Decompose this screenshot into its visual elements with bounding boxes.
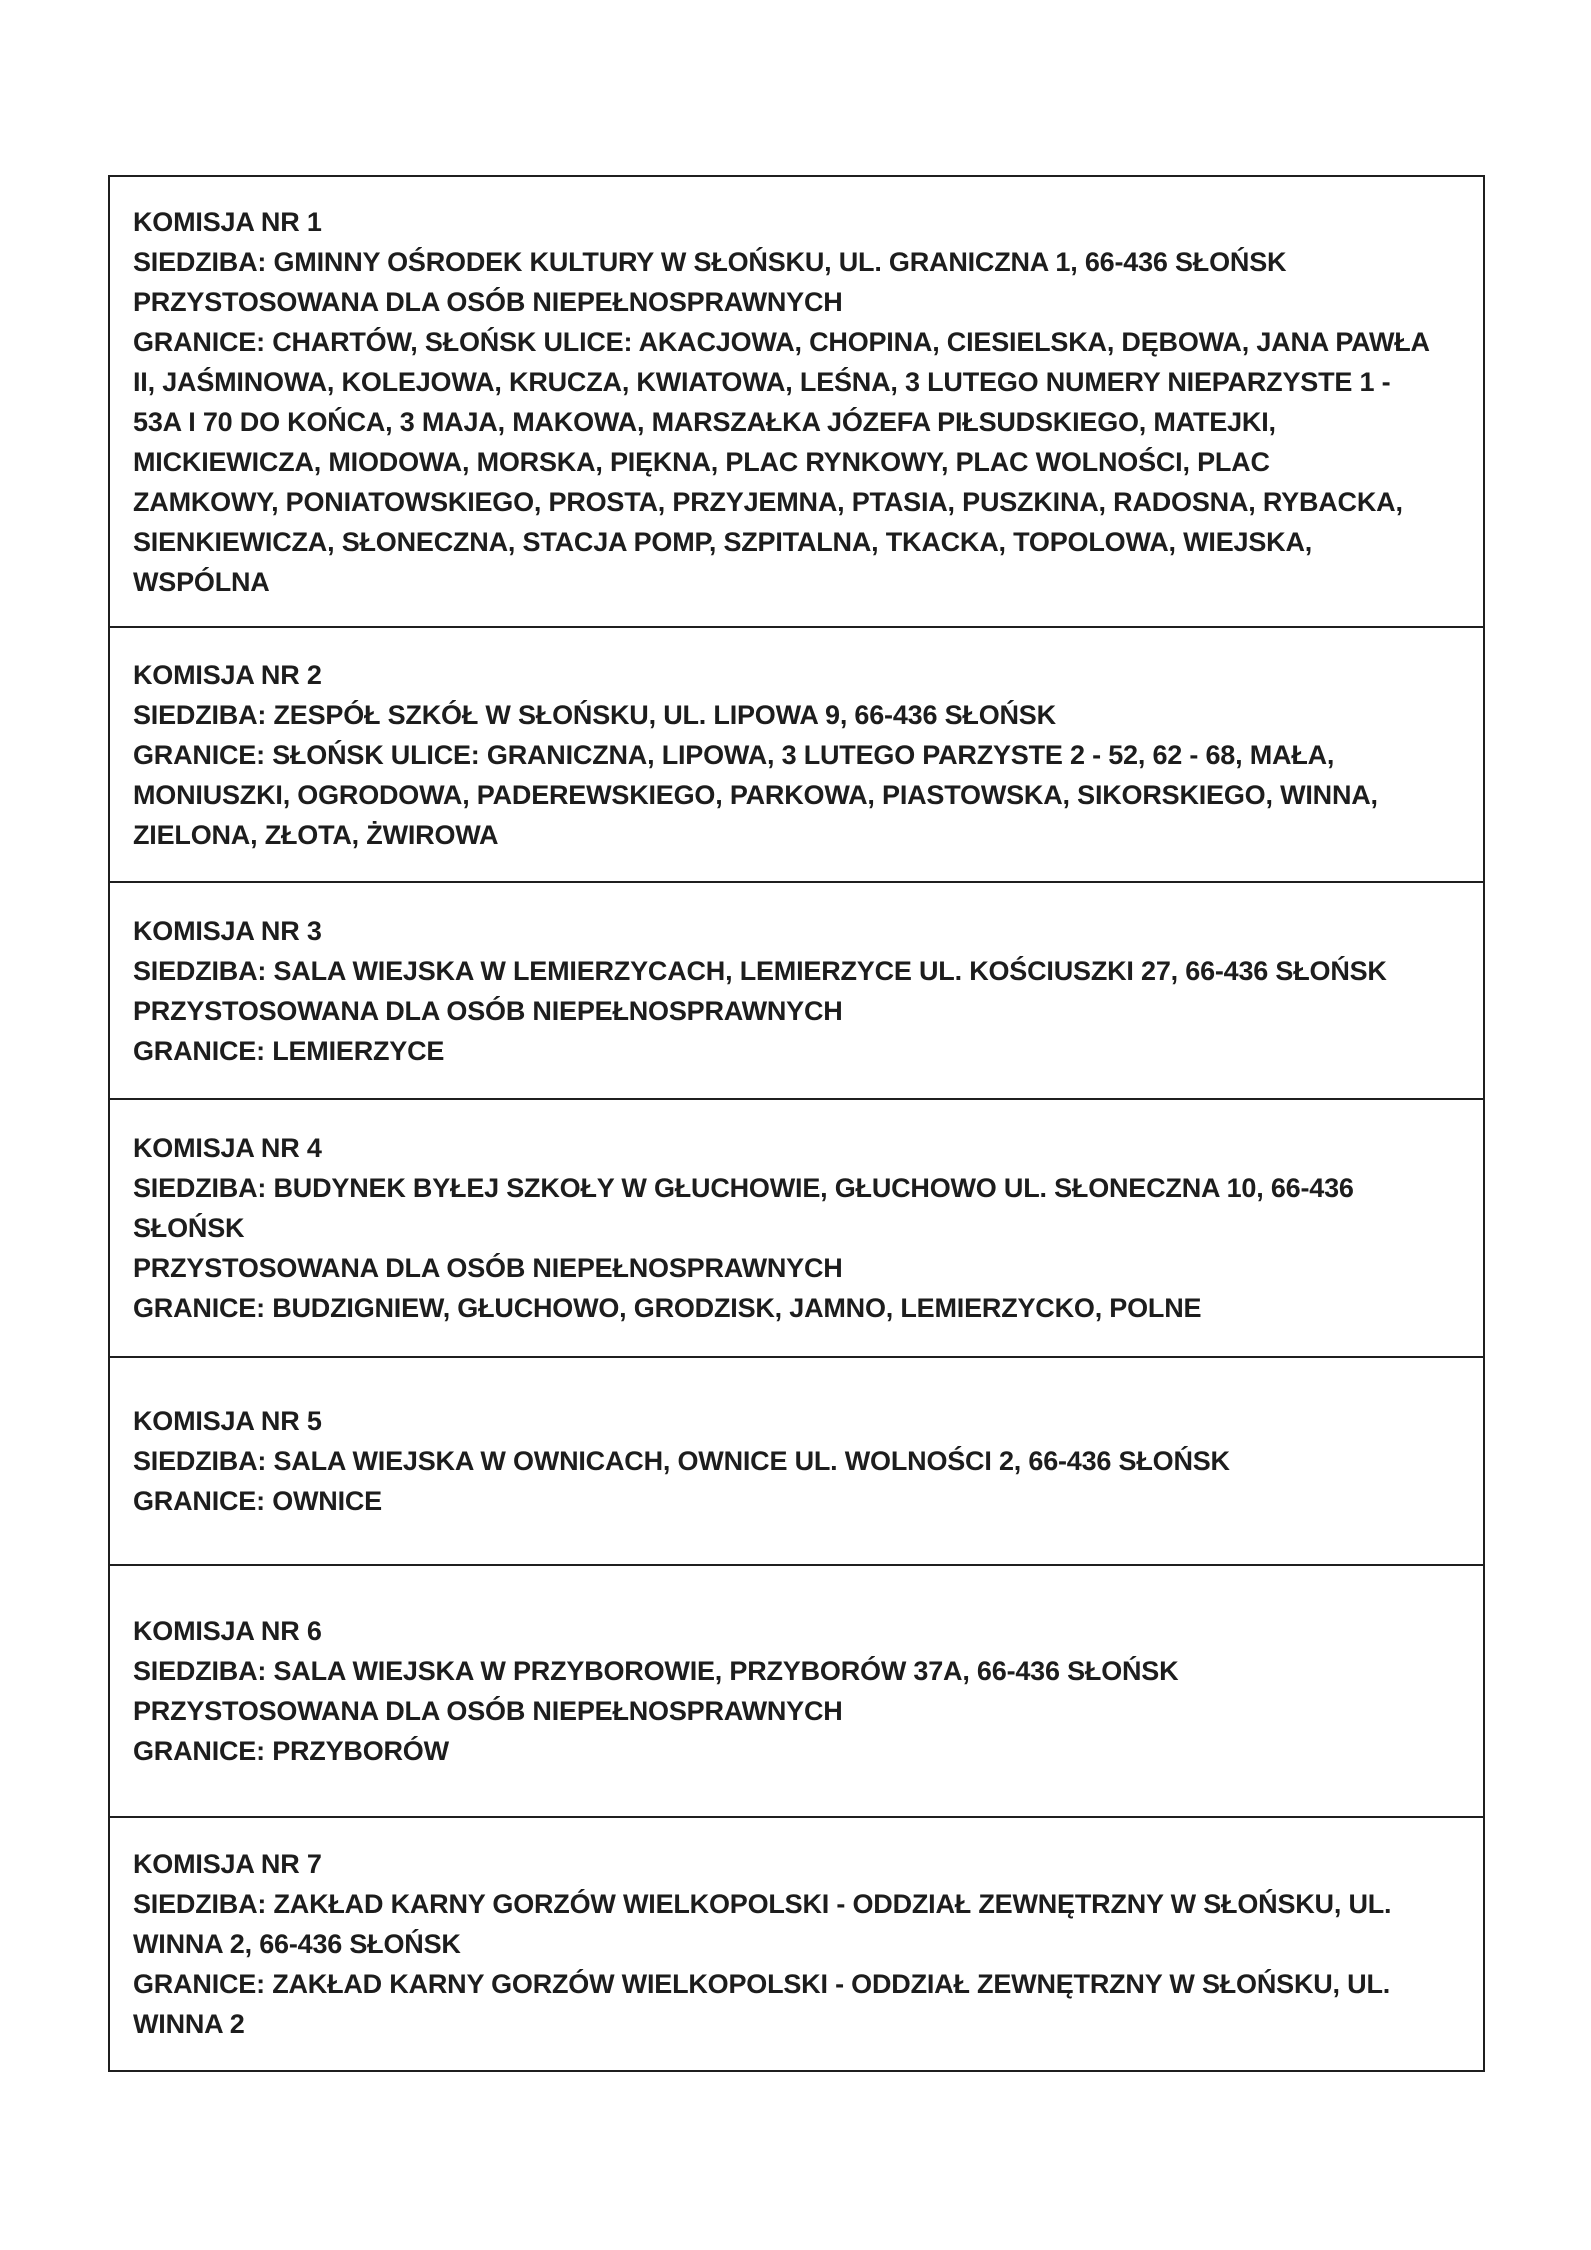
commission-text-line: WINNA 2, 66-436 SŁOŃSK [133,1929,461,1959]
commission-title: KOMISJA NR 7 [133,1849,322,1879]
commission-text-line: II, JAŚMINOWA, KOLEJOWA, KRUCZA, KWIATOWA, LEŚNA, 3 LUTEGO NUMERY NIEPARZYSTE 1 - [133,366,1391,397]
commission-text-line: PRZYSTOSOWANA DLA OSÓB NIEPEŁNOSPRAWNYCH [133,1696,843,1726]
commission-title: KOMISJA NR 1 [133,206,322,237]
commissions-document [108,175,1485,2072]
commission-text-line: GRANICE: SŁOŃSK ULICE: GRANICZNA, LIPOWA, 3 LUTEGO PARZYSTE 2 - 52, 62 - 68, MAŁA, [133,739,1335,770]
commission-box [110,177,1483,628]
commission-text-line: MICKIEWICZA, MIODOWA, MORSKA, PIĘKNA, PLAC RYNKOWY, PLAC WOLNOŚCI, PLAC [133,446,1270,477]
commission-text-line: PRZYSTOSOWANA DLA OSÓB NIEPEŁNOSPRAWNYCH [133,995,843,1026]
commission-text-line: ZIELONA, ZŁOTA, ŻWIROWA [133,819,499,850]
commission-text-line: SŁOŃSK [133,1213,245,1243]
commission-text-line: WINNA 2 [133,2009,245,2039]
commission-text-line: GRANICE: LEMIERZYCE [133,1035,445,1066]
commission-text-line: PRZYSTOSOWANA DLA OSÓB NIEPEŁNOSPRAWNYCH [133,286,843,317]
commission-text-line: SIEDZIBA: SALA WIEJSKA W LEMIERZYCACH, LEMIERZYCE UL. KOŚCIUSZKI 27, 66-436 SŁOŃSK [133,955,1387,986]
commission-box [110,1358,1483,1566]
commission-title: KOMISJA NR 2 [133,659,322,690]
commission-title: KOMISJA NR 3 [133,915,322,946]
commission-text-line: GRANICE: BUDZIGNIEW, GŁUCHOWO, GRODZISK, JAMNO, LEMIERZYCKO, POLNE [133,1293,1202,1323]
commission-text-line: 53A I 70 DO KOŃCA, 3 MAJA, MAKOWA, MARSZAŁKA JÓZEFA PIŁSUDSKIEGO, MATEJKI, [133,406,1276,437]
commission-text-line: SIEDZIBA: ZAKŁAD KARNY GORZÓW WIELKOPOLSKI - ODDZIAŁ ZEWNĘTRZNY W SŁOŃSKU, UL. [133,1889,1392,1919]
commission-text-line: GRANICE: ZAKŁAD KARNY GORZÓW WIELKOPOLSKI - ODDZIAŁ ZEWNĘTRZNY W SŁOŃSKU, UL. [133,1969,1391,1999]
commission-text-line: GRANICE: OWNICE [133,1486,382,1516]
commission-text-line: ZAMKOWY, PONIATOWSKIEGO, PROSTA, PRZYJEMNA, PTASIA, PUSZKINA, RADOSNA, RYBACKA, [133,486,1403,517]
commission-title: KOMISJA NR 6 [133,1616,322,1646]
commission-text-line: MONIUSZKI, OGRODOWA, PADEREWSKIEGO, PARKOWA, PIASTOWSKA, SIKORSKIEGO, WINNA, [133,779,1378,810]
commission-text-line: SIEDZIBA: ZESPÓŁ SZKÓŁ W SŁOŃSKU, UL. LIPOWA 9, 66-436 SŁOŃSK [133,699,1056,730]
commission-text-line: SIEDZIBA: SALA WIEJSKA W OWNICACH, OWNICE UL. WOLNOŚCI 2, 66-436 SŁOŃSK [133,1446,1230,1476]
commission-box [110,1818,1483,2070]
commission-box [110,1566,1483,1818]
commission-text-line: SIENKIEWICZA, SŁONECZNA, STACJA POMP, SZPITALNA, TKACKA, TOPOLOWA, WIEJSKA, [133,526,1313,557]
commission-box [110,1100,1483,1358]
commission-title: KOMISJA NR 4 [133,1133,322,1163]
commission-box [110,628,1483,883]
commission-text-line: GRANICE: PRZYBORÓW [133,1736,449,1766]
commission-box [110,883,1483,1100]
commission-text-line: SIEDZIBA: BUDYNEK BYŁEJ SZKOŁY W GŁUCHOWIE, GŁUCHOWO UL. SŁONECZNA 10, 66-436 [133,1173,1354,1203]
commission-text-line: SIEDZIBA: GMINNY OŚRODEK KULTURY W SŁOŃSKU, UL. GRANICZNA 1, 66-436 SŁOŃSK [133,246,1287,277]
commission-title: KOMISJA NR 5 [133,1406,322,1436]
commission-text-line: GRANICE: CHARTÓW, SŁOŃSK ULICE: AKACJOWA, CHOPINA, CIESIELSKA, DĘBOWA, JANA PAWŁA [133,326,1430,357]
commission-text-line: PRZYSTOSOWANA DLA OSÓB NIEPEŁNOSPRAWNYCH [133,1253,843,1283]
commission-text-line: WSPÓLNA [133,566,270,597]
commission-text-line: SIEDZIBA: SALA WIEJSKA W PRZYBOROWIE, PRZYBORÓW 37A, 66-436 SŁOŃSK [133,1656,1179,1686]
